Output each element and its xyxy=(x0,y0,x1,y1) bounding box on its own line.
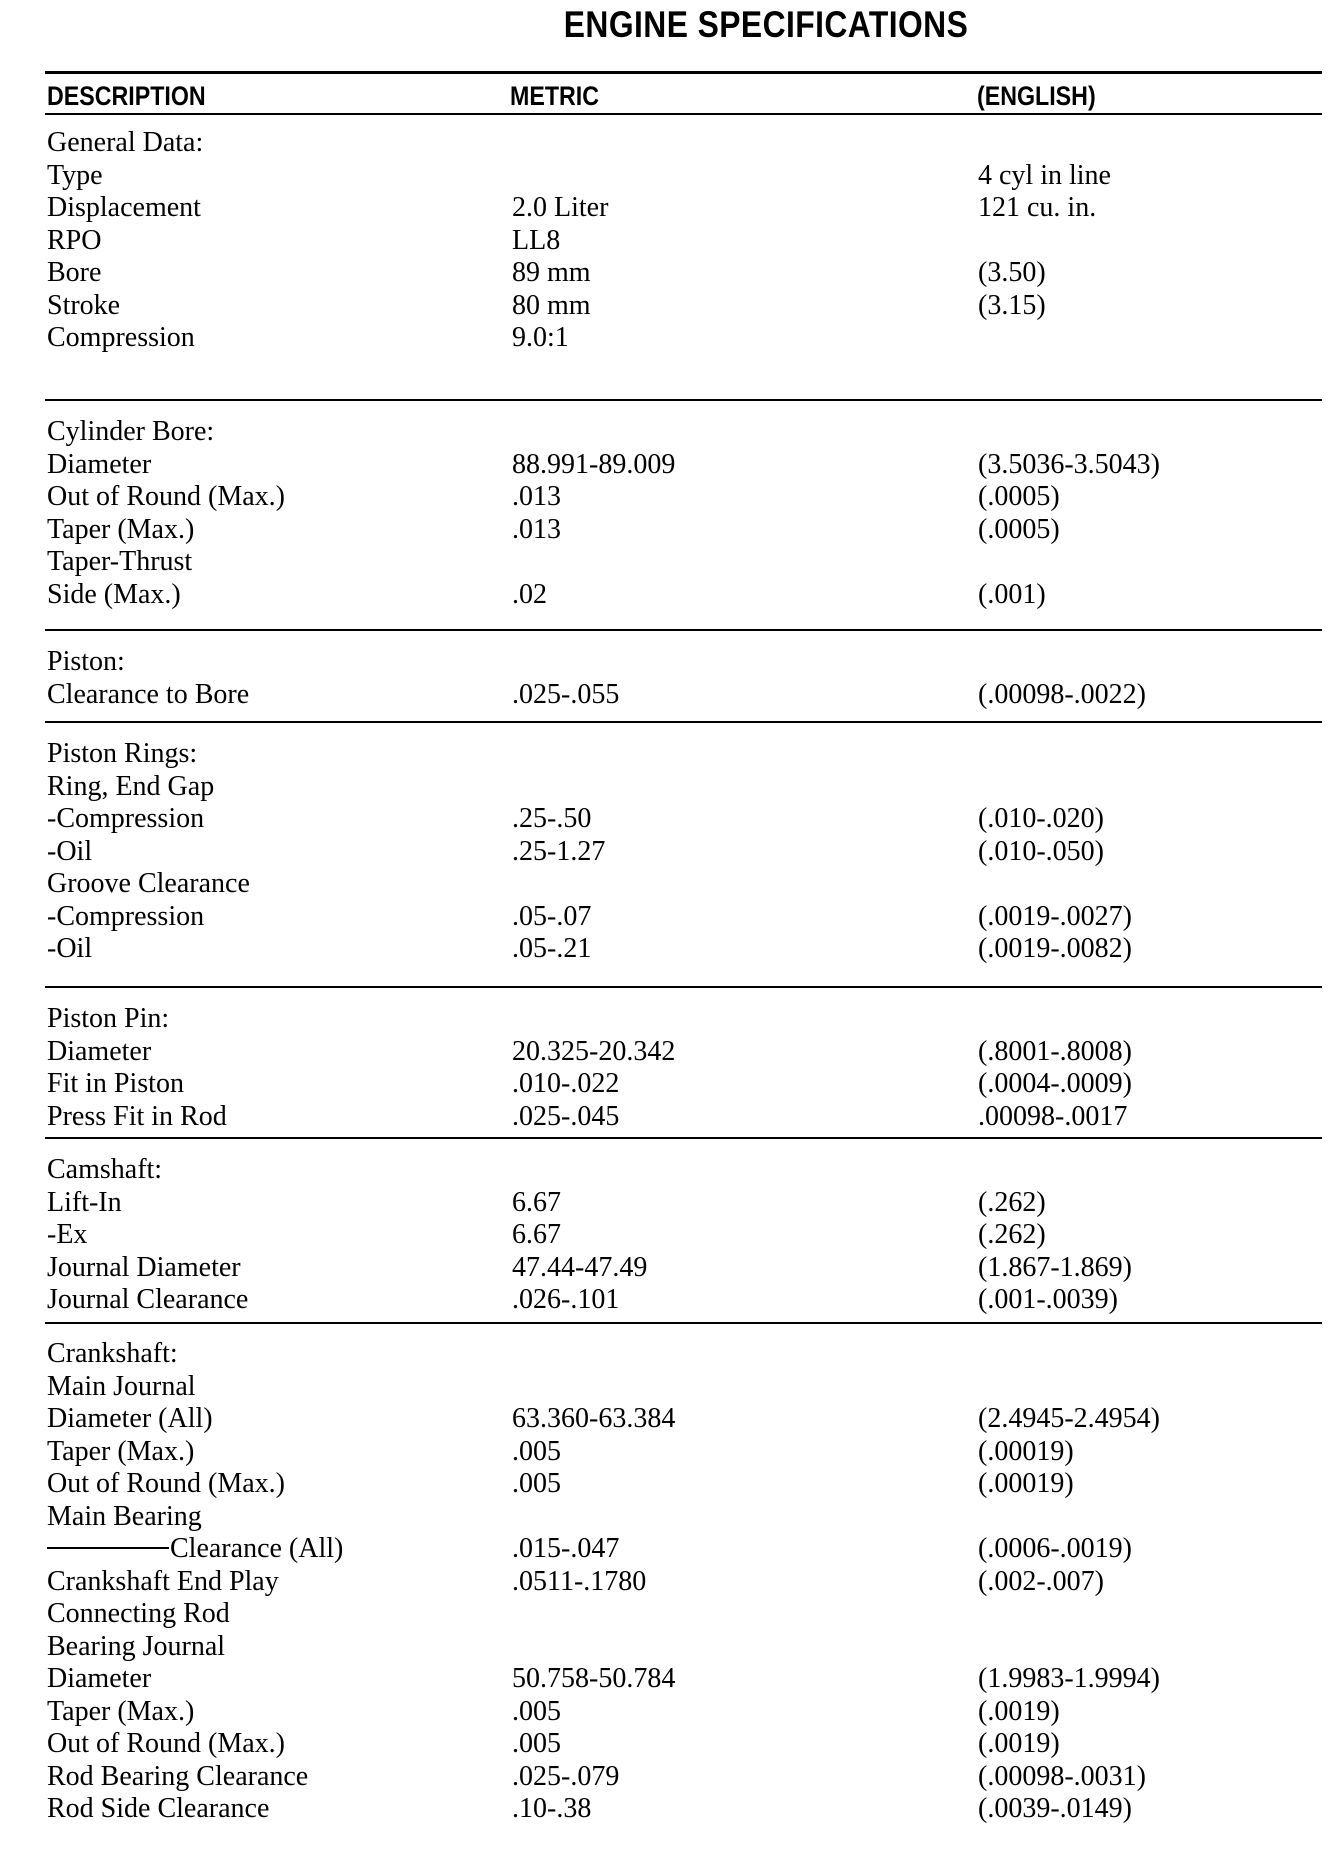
spec-description xyxy=(47,900,204,933)
spec-english-value: (.001-.0039) xyxy=(978,1284,1118,1315)
section-heading xyxy=(47,737,197,770)
spec-english-value: (.0005) xyxy=(978,513,1060,545)
spec-description xyxy=(47,802,204,835)
spec-english-value: (.262) xyxy=(978,1219,1046,1250)
spec-english-value: (.0039-.0149) xyxy=(978,1793,1132,1824)
spec-description-text: Side (Max.) xyxy=(47,578,181,610)
spec-description-text: -Ex xyxy=(47,1219,88,1250)
spec-description xyxy=(47,1662,151,1695)
spec-description xyxy=(47,1251,241,1284)
spec-description-text: -Compression xyxy=(47,900,205,932)
spec-row xyxy=(0,578,1328,611)
top-rule xyxy=(45,71,1322,74)
spec-english-value: (.0006-.0019) xyxy=(978,1533,1132,1564)
spec-english-value: (.001) xyxy=(978,578,1046,610)
spec-row xyxy=(0,900,1328,933)
spec-english-value: (.00019) xyxy=(978,1435,1074,1467)
spec-english-value: (.00098-.0031) xyxy=(978,1760,1146,1792)
spec-description xyxy=(47,1695,194,1728)
spec-description xyxy=(47,867,250,900)
spec-description-text: Fit in Piston xyxy=(47,1068,184,1099)
spec-description-text: -Oil xyxy=(47,835,93,867)
spec-row xyxy=(0,1186,1328,1219)
spec-description-text: Crankshaft: xyxy=(47,1338,178,1369)
spec-description-text: -Oil xyxy=(47,933,93,964)
spec-row xyxy=(0,1630,1328,1663)
spec-description xyxy=(47,1218,87,1251)
spec-row xyxy=(0,159,1328,192)
section-divider xyxy=(45,629,1322,631)
spec-row xyxy=(0,1727,1328,1760)
spec-metric-value: .0511-.1780 xyxy=(512,1565,647,1597)
spec-row xyxy=(0,770,1328,803)
section-heading-row xyxy=(0,415,1328,448)
spec-row xyxy=(0,224,1328,257)
spec-metric-value: 2.0 Liter xyxy=(512,192,609,223)
column-header-english: (ENGLISH) xyxy=(977,81,1096,111)
spec-description xyxy=(47,1727,285,1760)
spec-row xyxy=(0,1370,1328,1403)
spec-description-text: Main Bearing xyxy=(47,1500,202,1532)
spec-english-value: (.0005) xyxy=(978,481,1060,512)
spec-metric-value: 6.67 xyxy=(512,1219,561,1250)
spec-english-value: (1.867-1.869) xyxy=(978,1251,1132,1283)
spec-metric-value: .026-.101 xyxy=(512,1284,620,1315)
spec-metric-value: .025-.055 xyxy=(512,678,620,710)
spec-metric-value: .013 xyxy=(512,481,561,512)
spec-description xyxy=(47,1532,343,1565)
spec-description-text: Main Journal xyxy=(47,1370,196,1402)
section-heading-row xyxy=(0,1002,1328,1035)
spec-english-value: (1.9983-1.9994) xyxy=(978,1663,1160,1694)
section-heading xyxy=(47,645,125,678)
spec-row xyxy=(0,1597,1328,1630)
spec-english-value: (.0019-.0082) xyxy=(978,933,1132,964)
spec-english-value: (.010-.050) xyxy=(978,835,1104,867)
spec-metric-value: .005 xyxy=(512,1435,561,1467)
spec-metric-value: .05-.21 xyxy=(512,933,592,964)
spec-description xyxy=(47,1402,213,1435)
spec-description-text: Press Fit in Rod xyxy=(47,1100,227,1132)
spec-description-text: Taper (Max.) xyxy=(47,1695,195,1727)
spec-row xyxy=(0,802,1328,835)
spec-description xyxy=(47,513,194,546)
spec-row xyxy=(0,1035,1328,1068)
section-heading-row xyxy=(0,1337,1328,1370)
spec-row xyxy=(0,321,1328,354)
spec-description-text: Clearance (All) xyxy=(170,1533,344,1564)
spec-description-text: RPO xyxy=(47,224,102,256)
spec-description xyxy=(47,480,285,513)
spec-english-value: .00098-.0017 xyxy=(978,1100,1128,1132)
spec-row xyxy=(0,1500,1328,1533)
spec-metric-value: 80 mm xyxy=(512,289,591,321)
spec-description-text: Out of Round (Max.) xyxy=(47,1728,285,1759)
spec-description xyxy=(47,545,192,578)
spec-description-text: Diameter (All) xyxy=(47,1403,213,1434)
spec-metric-value: .010-.022 xyxy=(512,1068,620,1099)
column-header-description: DESCRIPTION xyxy=(47,81,206,111)
spec-description xyxy=(47,1630,225,1663)
spec-row xyxy=(0,289,1328,322)
spec-description xyxy=(47,1467,285,1500)
spec-metric-value: 50.758-50.784 xyxy=(512,1663,676,1694)
spec-row xyxy=(0,480,1328,513)
spec-description-text: Groove Clearance xyxy=(47,868,250,899)
spec-metric-value: .025-.079 xyxy=(512,1760,620,1792)
spec-description xyxy=(47,770,214,803)
spec-english-value: (.0004-.0009) xyxy=(978,1068,1132,1099)
spec-description-text: Piston Rings: xyxy=(47,738,198,769)
spec-description-text: Taper-Thrust xyxy=(47,546,193,577)
page-title: ENGINE SPECIFICATIONS xyxy=(563,4,969,45)
spec-description-text: General Data: xyxy=(47,127,204,158)
spec-english-value: (2.4945-2.4954) xyxy=(978,1403,1160,1434)
spec-metric-value: 20.325-20.342 xyxy=(512,1035,676,1067)
spec-row xyxy=(0,1251,1328,1284)
spec-row xyxy=(0,932,1328,965)
spec-description xyxy=(47,289,120,322)
section-divider xyxy=(45,1322,1322,1324)
spec-description xyxy=(47,1597,230,1630)
header-rule xyxy=(45,113,1322,115)
spec-description-text: Stroke xyxy=(47,289,121,321)
spec-english-value: (3.15) xyxy=(978,289,1046,321)
spec-english-value: (.002-.007) xyxy=(978,1565,1104,1597)
spec-description xyxy=(47,448,151,481)
leader-dash xyxy=(47,1547,169,1549)
spec-metric-value: .013 xyxy=(512,513,561,545)
spec-english-value: 121 cu. in. xyxy=(978,192,1097,223)
spec-description-text: Bore xyxy=(47,257,102,288)
section-heading-row xyxy=(0,737,1328,770)
spec-metric-value: 9.0:1 xyxy=(512,322,569,353)
spec-row xyxy=(0,1662,1328,1695)
spec-row xyxy=(0,1218,1328,1251)
spec-row xyxy=(0,1532,1328,1565)
spec-description-text: Rod Bearing Clearance xyxy=(47,1760,309,1792)
spec-row xyxy=(0,1565,1328,1598)
spec-row xyxy=(0,256,1328,289)
spec-description xyxy=(47,578,181,611)
spec-metric-value: 47.44-47.49 xyxy=(512,1251,648,1283)
spec-english-value: (.0019) xyxy=(978,1728,1060,1759)
spec-metric-value: 89 mm xyxy=(512,257,591,288)
spec-description xyxy=(47,1760,308,1793)
spec-metric-value: 63.360-63.384 xyxy=(512,1403,676,1434)
section-heading-row xyxy=(0,126,1328,159)
spec-row xyxy=(0,448,1328,481)
spec-description xyxy=(47,1500,202,1533)
spec-metric-value: .005 xyxy=(512,1728,561,1759)
spec-description-text: Lift-In xyxy=(47,1186,122,1218)
spec-description xyxy=(47,321,195,354)
section-heading xyxy=(47,1337,178,1370)
section-divider xyxy=(45,986,1322,988)
section-heading-row xyxy=(0,1153,1328,1186)
spec-english-value: (3.5036-3.5043) xyxy=(978,448,1160,480)
spec-english-value: (.8001-.8008) xyxy=(978,1035,1132,1067)
spec-description-text: Diameter xyxy=(47,1035,152,1067)
spec-description-text: Out of Round (Max.) xyxy=(47,481,285,512)
spec-description xyxy=(47,256,101,289)
spec-description-text: Out of Round (Max.) xyxy=(47,1468,285,1499)
spec-english-value: 4 cyl in line xyxy=(978,159,1111,191)
spec-description-text: Taper (Max.) xyxy=(47,513,195,545)
spec-description-text: Connecting Rod xyxy=(47,1598,230,1629)
spec-description xyxy=(47,678,249,711)
spec-description-text: Journal Diameter xyxy=(47,1251,241,1283)
spec-description xyxy=(47,224,101,257)
section-heading xyxy=(47,1153,162,1186)
spec-description-text: Piston Pin: xyxy=(47,1003,170,1034)
spec-description xyxy=(47,1435,194,1468)
section-heading xyxy=(47,126,203,159)
spec-description-text: Clearance to Bore xyxy=(47,678,250,710)
spec-metric-value: .025-.045 xyxy=(512,1100,620,1132)
spec-metric-value: 6.67 xyxy=(512,1186,561,1218)
spec-description xyxy=(47,1035,151,1068)
spec-description xyxy=(47,1370,196,1403)
spec-english-value: (.010-.020) xyxy=(978,803,1104,834)
spec-description-text: Piston: xyxy=(47,646,125,677)
spec-description-text: Type xyxy=(47,159,103,191)
spec-row xyxy=(0,1402,1328,1435)
spec-description xyxy=(47,932,92,965)
section-heading-row xyxy=(0,645,1328,678)
spec-description-text: Displacement xyxy=(47,192,201,223)
spec-description-text: Compression xyxy=(47,322,195,353)
spec-row xyxy=(0,1467,1328,1500)
spec-description-text: Cylinder Bore: xyxy=(47,416,215,447)
spec-description-text: Bearing Journal xyxy=(47,1630,226,1662)
spec-description-text: Taper (Max.) xyxy=(47,1435,195,1467)
spec-description xyxy=(47,1100,227,1133)
spec-row xyxy=(0,1067,1328,1100)
section-divider xyxy=(45,721,1322,723)
spec-description-text: -Compression xyxy=(47,803,205,834)
spec-row xyxy=(0,867,1328,900)
spec-description xyxy=(47,1186,122,1219)
spec-description-text: Diameter xyxy=(47,448,152,480)
spec-row xyxy=(0,191,1328,224)
spec-description-text: Camshaft: xyxy=(47,1154,163,1185)
spec-metric-value: LL8 xyxy=(512,224,561,256)
spec-metric-value: 88.991-89.009 xyxy=(512,448,676,480)
spec-metric-value: .005 xyxy=(512,1695,561,1727)
spec-row xyxy=(0,1283,1328,1316)
spec-metric-value: .05-.07 xyxy=(512,900,592,932)
column-header-metric: METRIC xyxy=(510,81,600,111)
spec-row xyxy=(0,678,1328,711)
spec-metric-value: .005 xyxy=(512,1468,561,1499)
spec-row xyxy=(0,513,1328,546)
spec-english-value: (.262) xyxy=(978,1186,1046,1218)
spec-metric-value: .015-.047 xyxy=(512,1533,620,1564)
spec-row xyxy=(0,1100,1328,1133)
spec-description-text: Diameter xyxy=(47,1663,152,1694)
spec-row xyxy=(0,1792,1328,1825)
spec-description xyxy=(47,1067,184,1100)
spec-metric-value: .25-.50 xyxy=(512,803,592,834)
section-heading xyxy=(47,1002,169,1035)
spec-english-value: (3.50) xyxy=(978,257,1046,288)
spec-english-value: (.0019) xyxy=(978,1695,1060,1727)
spec-english-value: (.00019) xyxy=(978,1468,1074,1499)
spec-metric-value: .25-1.27 xyxy=(512,835,606,867)
spec-row xyxy=(0,545,1328,578)
section-divider xyxy=(45,399,1322,401)
spec-description xyxy=(47,1565,279,1598)
spec-row xyxy=(0,835,1328,868)
spec-description-text: Rod Side Clearance xyxy=(47,1793,270,1824)
spec-metric-value: .02 xyxy=(512,578,547,610)
spec-description xyxy=(47,159,103,192)
spec-description xyxy=(47,835,92,868)
spec-description xyxy=(47,191,201,224)
spec-english-value: (.0019-.0027) xyxy=(978,900,1132,932)
spec-description xyxy=(47,1792,269,1825)
spec-description-text: Crankshaft End Play xyxy=(47,1565,279,1597)
spec-row xyxy=(0,1435,1328,1468)
spec-metric-value: .10-.38 xyxy=(512,1793,592,1824)
spec-row xyxy=(0,1695,1328,1728)
section-divider xyxy=(45,1137,1322,1139)
section-heading xyxy=(47,415,214,448)
spec-description-text: Ring, End Gap xyxy=(47,770,215,802)
spec-row xyxy=(0,1760,1328,1793)
spec-description xyxy=(47,1283,248,1316)
spec-english-value: (.00098-.0022) xyxy=(978,678,1146,710)
spec-description-text: Journal Clearance xyxy=(47,1284,249,1315)
